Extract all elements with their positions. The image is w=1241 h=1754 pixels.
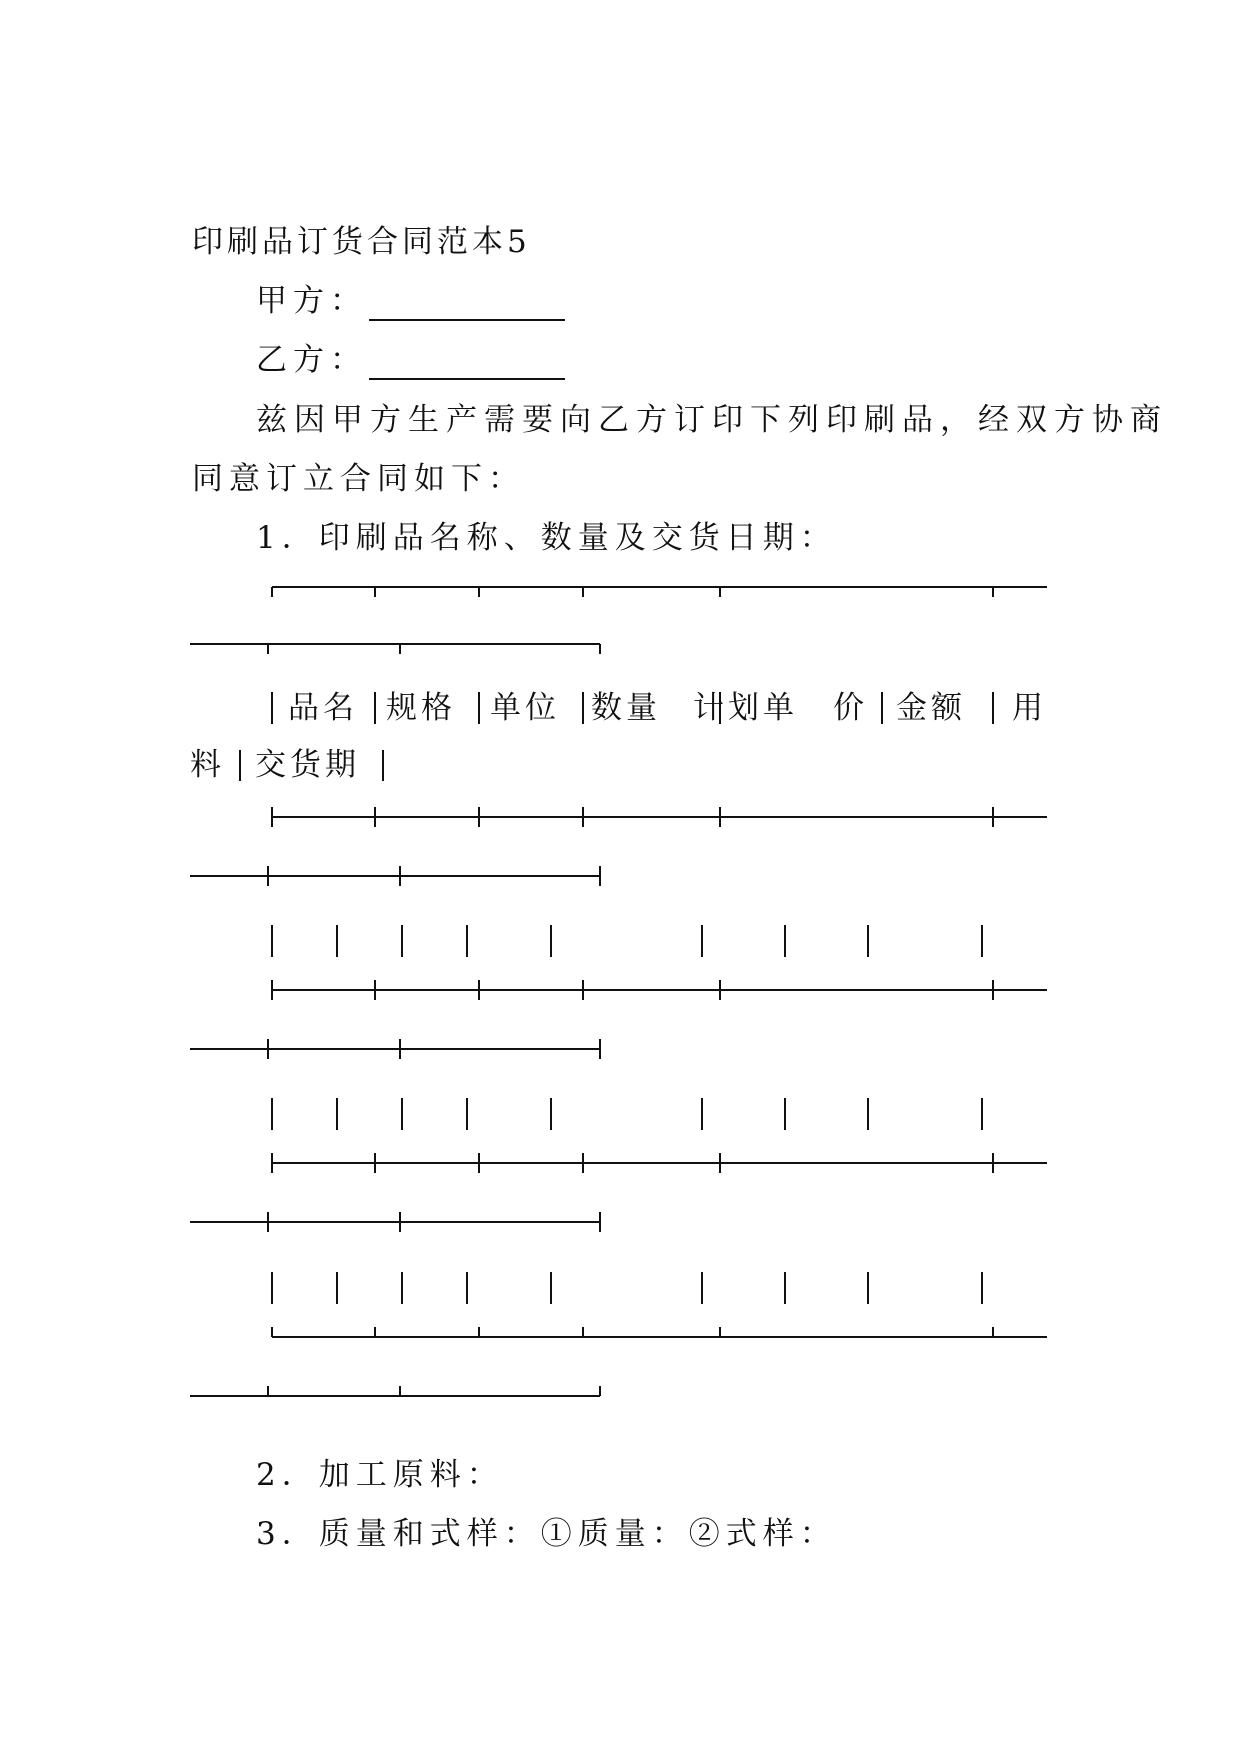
table-header-material-part1: 用 <box>1012 690 1047 726</box>
table-header-material-part2: 料 <box>190 747 225 783</box>
table-header-name: 品名 <box>288 690 358 726</box>
table-header-unit: 单位 <box>490 690 560 726</box>
clause-3-heading: 3．质量和式样：①质量：②式样： <box>256 1516 837 1552</box>
table-header-quantity: 数量 <box>591 690 661 726</box>
party-b-label: 乙方： <box>256 342 367 378</box>
party-a-label: 甲方： <box>256 283 367 319</box>
clause-1-heading: 1．印刷品名称、数量及交货日期： <box>256 520 837 556</box>
clause-2-heading: 2．加工原料： <box>256 1457 504 1493</box>
intro-paragraph-line-1: 兹因甲方生产需要向乙方订印下列印刷品，经双方协商 <box>256 402 1168 438</box>
table-header-spec: 规格 <box>386 690 456 726</box>
document-title: 印刷品订货合同范本5 <box>192 224 531 260</box>
table-header-delivery: 交货期 <box>255 747 360 783</box>
table-header-amount: 金额 <box>896 690 966 726</box>
intro-paragraph-line-2: 同意订立合同如下： <box>192 461 525 497</box>
table-header-unit-price: 计划单 价 <box>693 690 868 726</box>
